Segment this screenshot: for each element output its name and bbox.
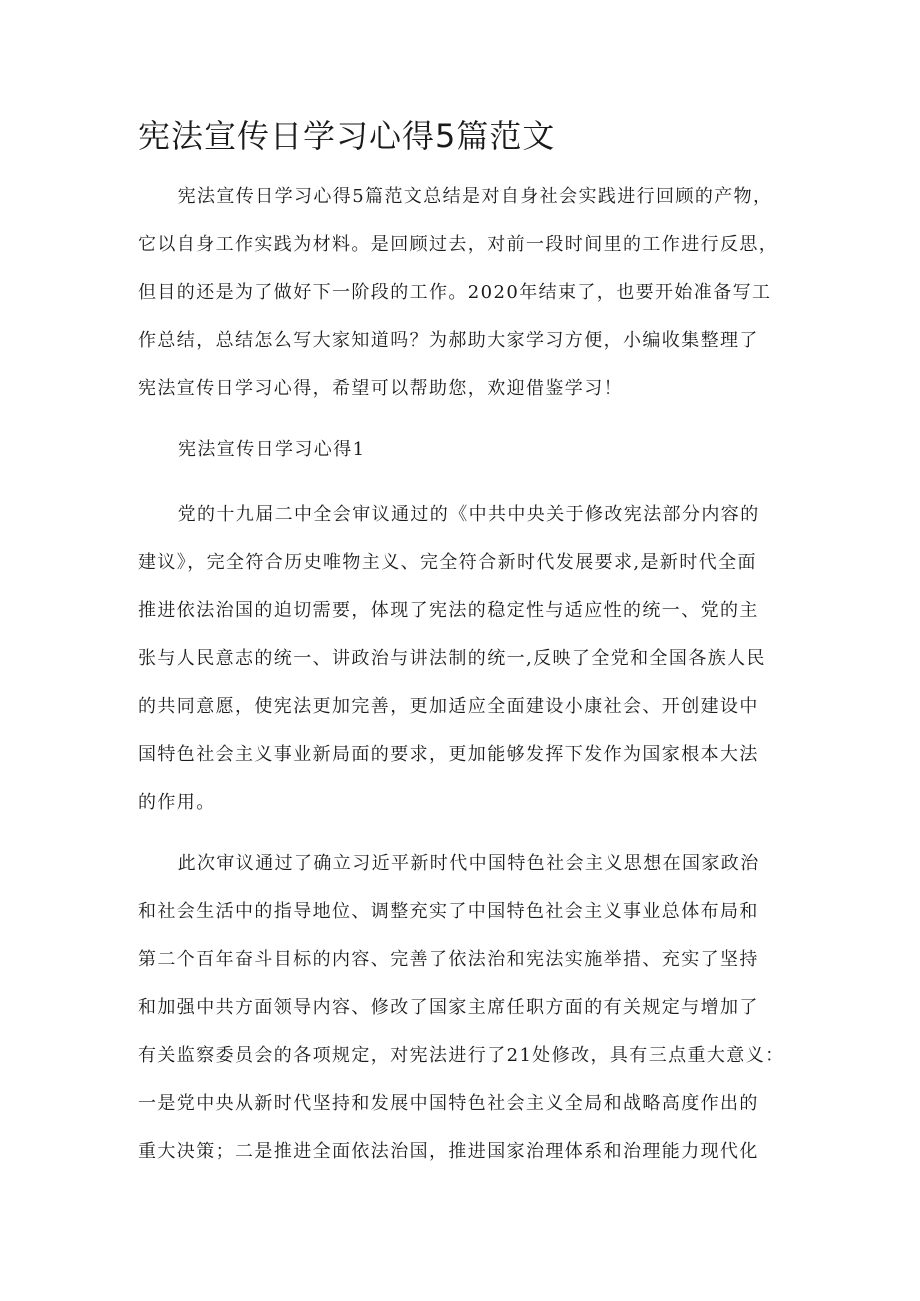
body-paragraph-1 [138, 491, 798, 827]
paragraph-2-text: 此次审议通过了确立习近平新时代中国特色社会主义思想在国家政治 和社会生活中的指导地位、调整充实了中国特色社会主义事业总体布局和 第二个百年奋斗目标的内容、完善了依法治和宪法实施举措、充实了坚持 和加强中共方面领导内容、修改了国家主席任职方面的有关规定与增加了 有关监察委员会的各项规定，对宪法进行了21处修改，具有三点重大意义： 一是党中央从新时代坚持和发展中国特色社会主义全局和战略高度作出的 重大决策；二是推进全面依法治国，推进国家治理体系和治理能力现代化 [138, 853, 785, 1162]
intro-text: 宪法宣传日学习心得5篇范文总结是对自身社会实践进行回顾的产物， 它以自身工作实践为材料。是回顾过去，对前一段时间里的工作进行反思， 但目的还是为了做好下一阶段的工作。2020年结束了，也要开始准备写工 作总结，总结怎么写大家知道吗？为郝助大家学习方便，小编收集整理了 宪法宣传日学习心得，希望可以帮助您，欢迎借鉴学习！ [138, 186, 779, 399]
intro-paragraph [138, 173, 798, 413]
paragraph-1-text: 党的十九届二中全会审议通过的《中共中央关于修改宪法部分内容的 建议》，完全符合历史唯物主义、完全符合新时代发展要求,是新时代全面 推进依法治国的迫切需要，体现了宪法的稳定性与适应性的统一、党的主 张与人民意志的统一、讲政治与讲法制的统一,反映了全党和全国各族人民 的共同意愿，使宪法更加完善，更加适应全面建设小康社会、开创建设中 国特色社会主义事业新局面的要求，更加能够发挥下发作为国家根本大法 的作用。 [138, 504, 766, 813]
section-heading: 宪法宣传日学习心得1 [178, 439, 366, 460]
body-paragraph-2 [138, 840, 798, 1176]
document-title: 宪法宣传日学习心得5篇范文 [138, 117, 556, 155]
